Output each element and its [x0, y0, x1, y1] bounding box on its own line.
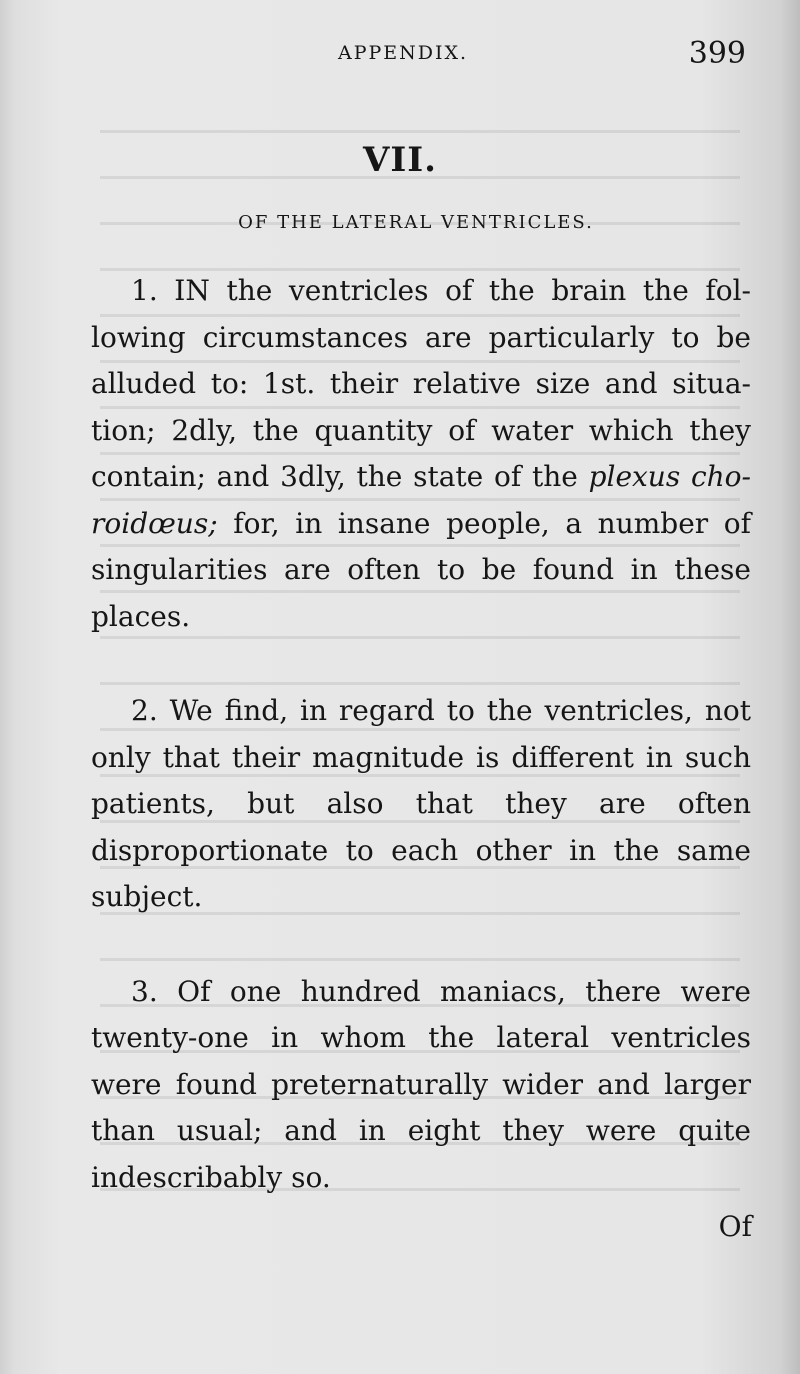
section-title: OF THE LATERAL VENTRICLES.	[238, 212, 594, 233]
chapter-number: VII.	[362, 140, 438, 180]
paragraph-1-text-b: for, in insane people, a number of singularities are often to be found in these places.	[91, 506, 751, 633]
paragraph-1	[91, 268, 751, 640]
running-head	[90, 34, 750, 84]
page-number: 399	[688, 36, 746, 71]
catchword: Of	[718, 1210, 752, 1243]
paragraph-3: 3. Of one hundred maniacs, there were twenty-one in whom the lateral ventricles were found preternaturally wider and larger than usual; and in eight they were quite indescribably so.	[91, 974, 751, 1194]
paragraph-2: 2. We find, in regard to the ventricles, not only that their magnitude is different in such patients, but also that they are often disproportionate to each other in the same subject.	[91, 694, 751, 913]
body-text	[91, 268, 751, 1249]
paragraph-1-italic-term: plexus choroidœus;	[91, 460, 751, 540]
running-title: APPENDIX.	[338, 42, 469, 64]
paragraph-1-text-a: 1. IN the ventricles of the brain the following circumstances are particularly to be alluded to: 1st. their relative size and situation; 2dly, the quantity of water which they contain; and 3dly, the state of the	[91, 274, 751, 493]
